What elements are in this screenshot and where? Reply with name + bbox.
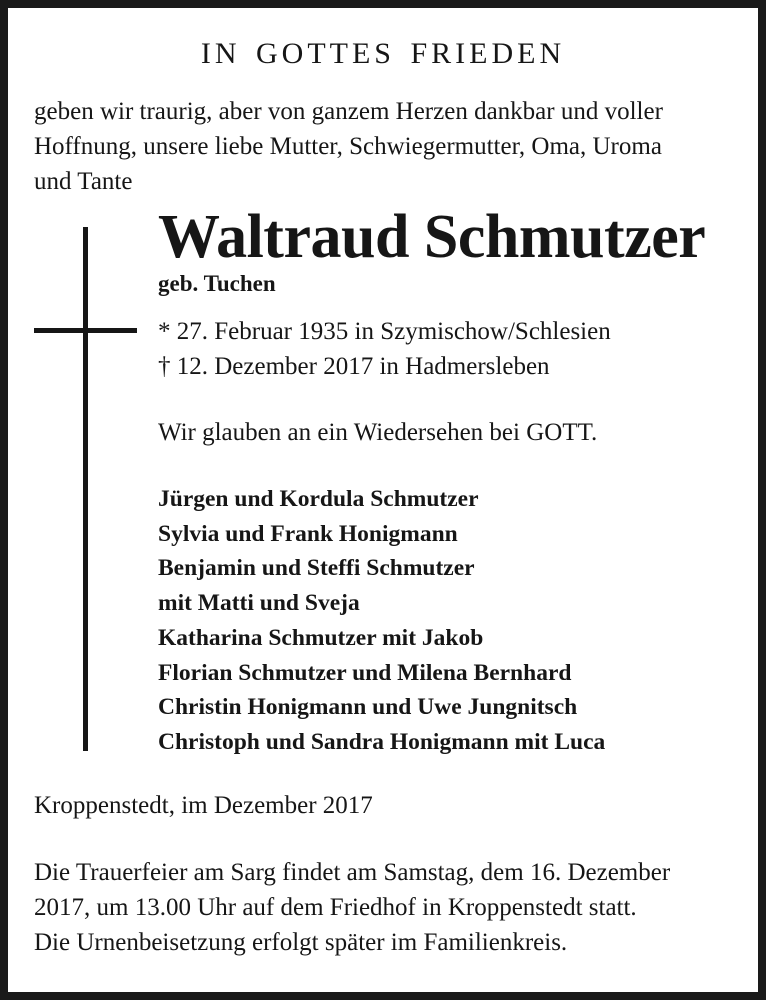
place-date: Kroppenstedt, im Dezember 2017 — [34, 792, 373, 819]
mourner-entry: Christin Honigmann und Uwe Jungnitsch — [158, 694, 578, 721]
cross-vertical-bar — [83, 227, 88, 751]
mourner-entry: Christoph und Sandra Honigmann mit Luca — [158, 728, 606, 755]
notice-heading: IN GOTTES FRIEDEN — [200, 37, 566, 70]
mourner-entry: Benjamin und Steffi Schmutzer — [158, 555, 475, 582]
mourner-entry: Florian Schmutzer und Milena Bernhard — [158, 659, 572, 686]
intro-line: geben wir traurig, aber von ganzem Herzen dankbar und voller — [34, 98, 663, 125]
funeral-info — [34, 855, 744, 960]
intro-line: und Tante — [34, 168, 133, 195]
death-date: † 12. Dezember 2017 in Hadmersleben — [158, 353, 550, 380]
funeral-line: Die Urnenbeisetzung erfolgt später im Familienkreis. — [34, 929, 568, 956]
cross-horizontal-bar — [34, 328, 137, 333]
life-dates — [158, 314, 611, 384]
mourner-entry: Jürgen und Kordula Schmutzer — [158, 486, 479, 512]
deceased-name: Waltraud Schmutzer — [158, 203, 706, 271]
intro-text — [34, 94, 734, 199]
faith-line: Wir glauben an ein Wiedersehen bei GOTT. — [158, 419, 598, 446]
birth-date: * 27. Februar 1935 in Szymischow/Schlesien — [158, 318, 611, 345]
mourners-list — [158, 482, 605, 760]
mourner-entry: Katharina Schmutzer mit Jakob — [158, 624, 484, 651]
funeral-line: Die Trauerfeier am Sarg findet am Samstag, dem 16. Dezember — [34, 859, 671, 886]
mourner-entry: Sylvia und Frank Honigmann — [158, 520, 458, 547]
intro-line: Hoffnung, unsere liebe Mutter, Schwiegermutter, Oma, Uroma — [34, 133, 662, 160]
maiden-name: geb. Tuchen — [158, 271, 276, 296]
funeral-line: 2017, um 13.00 Uhr auf dem Friedhof in Kroppenstedt statt. — [34, 894, 637, 921]
mourner-entry: mit Matti und Sveja — [158, 590, 360, 617]
